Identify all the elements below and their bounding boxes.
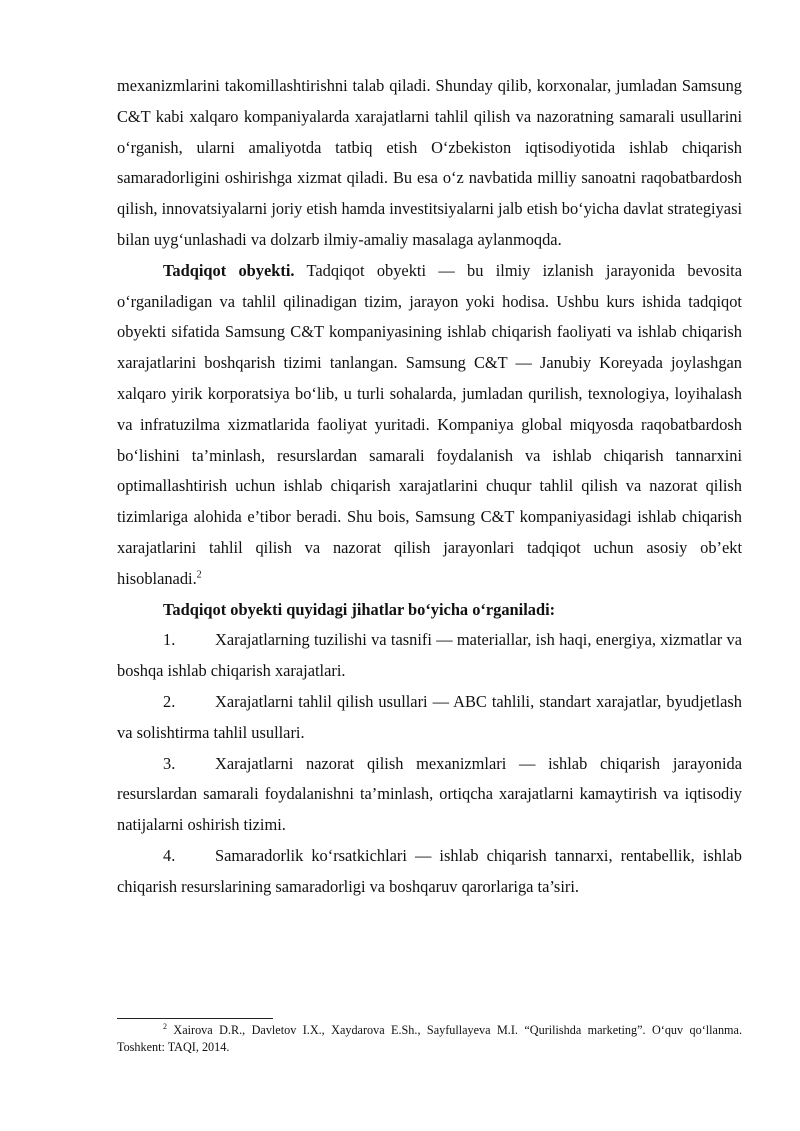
paragraph-research-object xyxy=(117,256,742,595)
list-item-number: 2. xyxy=(163,691,176,711)
footnote xyxy=(117,1022,742,1056)
list-item xyxy=(117,625,742,687)
list-item-text: Xarajatlarni nazorat qilish mexanizmlari — ishlab chiqarish jarayonida resurslardan samarali foydalanishni ta’minlash, ortiqcha xarajatlarni kamaytirish va iqtisodiy natijalarni oshirish tizimi. xyxy=(117,753,742,835)
footnote-separator xyxy=(117,1018,273,1019)
research-object-label: Tadqiqot obyekti. xyxy=(163,260,295,280)
list-item-text: Samaradorlik ko‘rsatkichlari — ishlab chiqarish tannarxi, rentabellik, ishlab chiqarish resurslarining samaradorligi va boshqaruv qarorlariga ta’siri. xyxy=(117,845,742,896)
list-item xyxy=(117,841,742,903)
document-body xyxy=(117,71,742,903)
research-object-text: Tadqiqot obyekti — bu ilmiy izlanish jarayonida bevosita o‘rganiladigan va tahlil qilinadigan tizim, jarayon yoki hodisa. Ushbu kurs ishida tadqiqot obyekti sifatida Samsung C&T kompaniyasining ishlab chiqarish faoliyati va ishlab chiqarish xarajatlarini boshqarish tizimi tanlangan. Samsung C&T — Janubiy Koreyada joylashgan xalqaro yirik korporatsiya bo‘lib, u turli sohalarda, jumladan qurilish, texnologiya, loyihalash va infratuzilma xizmatlarida faoliyat yuritadi. Kompaniya global miqyosda raqobatbardosh bo‘lishini ta’minlash, resurslardan samarali foydalanish va ishlab chiqarish tannarxini optimallashtirish uchun ishlab chiqarish xarajatlarini chuqur tahlil qilish va nazorat qilish tizimlariga alohida e’tibor beradi. Shu bois, Samsung C&T kompaniyasidagi ishlab chiqarish xarajatlarini tahlil qilish va nazorat qilish jarayonlari tadqiqot uchun asosiy ob’ekt hisoblanadi. xyxy=(117,260,743,588)
list-item xyxy=(117,687,742,749)
list-item-number: 4. xyxy=(163,845,176,865)
list-item-text: Xarajatlarning tuzilishi va tasnifi — materiallar, ish haqi, energiya, xizmatlar va boshqa ishlab chiqarish xarajatlari. xyxy=(117,630,742,681)
footnote-text: Xairova D.R., Davletov I.X., Xaydarova E.Sh., Sayfullayeva M.I. “Qurilishda marketing”. O‘quv qo‘llanma. Toshkent: TAQI, 2014. xyxy=(117,1023,742,1054)
list-item xyxy=(117,749,742,841)
list-item-number: 3. xyxy=(163,753,176,773)
list-item-number: 1. xyxy=(163,630,176,650)
paragraph-intro: mexanizmlarini takomillashtirishni talab qiladi. Shunday qilib, korxonalar, jumladan Samsung C&T kabi xalqaro kompaniyalarda xarajatlarni tahlil qilish va nazoratning samarali usullarini o‘rganish, ularni amaliyotda tatbiq etish O‘zbekiston iqtisodiyotida ishlab chiqarish samaradorligini oshirishga xizmat qiladi. Bu esa o‘z navbatida milliy sanoatni raqobatbardosh qilish, innovatsiyalarni joriy etish hamda investitsiyalarni jalb etish bo‘yicha davlat strategiyasi bilan uyg‘unlashadi va dolzarb ilmiy-amaliy masalaga aylanmoqda. xyxy=(117,76,742,249)
section-heading: Tadqiqot obyekti quyidagi jihatlar bo‘yicha o‘rganiladi: xyxy=(163,599,556,619)
footnote-mark: 2 xyxy=(163,1021,167,1031)
list-item-text: Xarajatlarni tahlil qilish usullari — ABC tahlili, standart xarajatlar, byudjetlash va solishtirma tahlil usullari. xyxy=(117,691,742,742)
footnote-reference[interactable]: 2 xyxy=(196,569,202,581)
